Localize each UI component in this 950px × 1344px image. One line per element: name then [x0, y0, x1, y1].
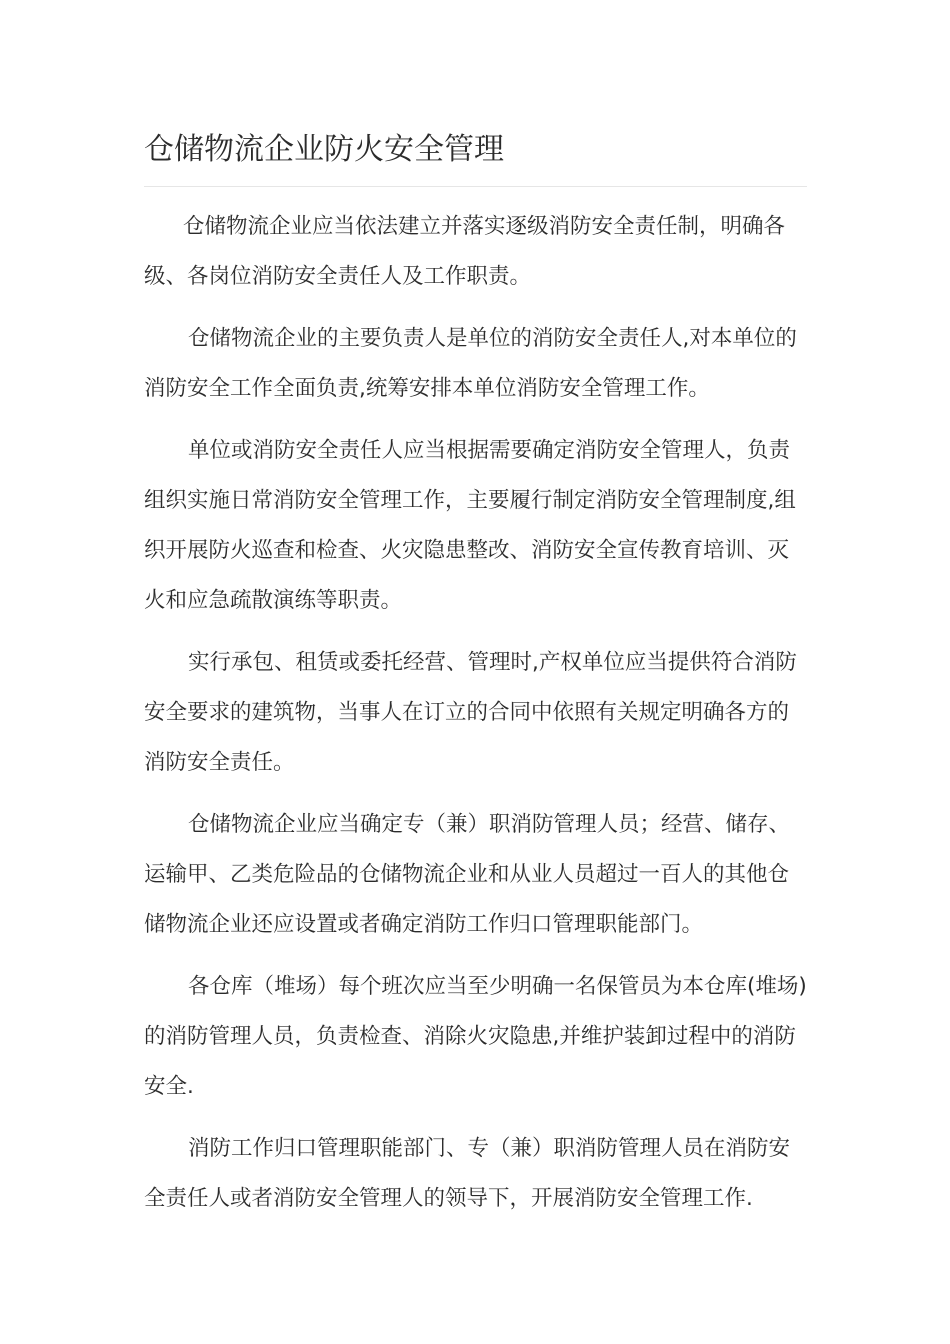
paragraph-2: 仓储物流企业的主要负责人是单位的消防安全责任人,对本单位的消防安全工作全面负责,统筹安排本单位消防安全管理工作。	[144, 326, 797, 401]
paragraph-7: 消防工作归口管理职能部门、专（兼）职消防管理人员在消防安全责任人或者消防安全管理人的领导下，开展消防安全管理工作.	[144, 1136, 791, 1211]
document-title: 仓储物流企业防火安全管理	[144, 132, 504, 167]
paragraph-4: 实行承包、租赁或委托经营、管理时,产权单位应当提供符合消防安全要求的建筑物，当事人在订立的合同中依照有关规定明确各方的消防安全责任。	[144, 650, 797, 775]
paragraph-5: 仓储物流企业应当确定专（兼）职消防管理人员；经营、储存、运输甲、乙类危险品的仓储物流企业和从业人员超过一百人的其他仓储物流企业还应设置或者确定消防工作归口管理职能部门。	[144, 812, 791, 937]
document-body	[144, 202, 807, 1236]
paragraph-1: 仓储物流企业应当依法建立并落实逐级消防安全责任制，明确各级、各岗位消防安全责任人及工作职责。	[144, 214, 786, 289]
title-divider	[144, 186, 807, 187]
paragraph-6: 各仓库（堆场）每个班次应当至少明确一名保管员为本仓库(堆场)的消防管理人员，负责检查、消除火灾隐患,并维护装卸过程中的消防安全.	[144, 974, 807, 1099]
paragraph-3: 单位或消防安全责任人应当根据需要确定消防安全管理人，负责组织实施日常消防安全管理工作，主要履行制定消防安全管理制度,组织开展防火巡查和检查、火灾隐患整改、消防安全宣传教育培训、灭火和应急疏散演练等职责。	[144, 438, 796, 613]
